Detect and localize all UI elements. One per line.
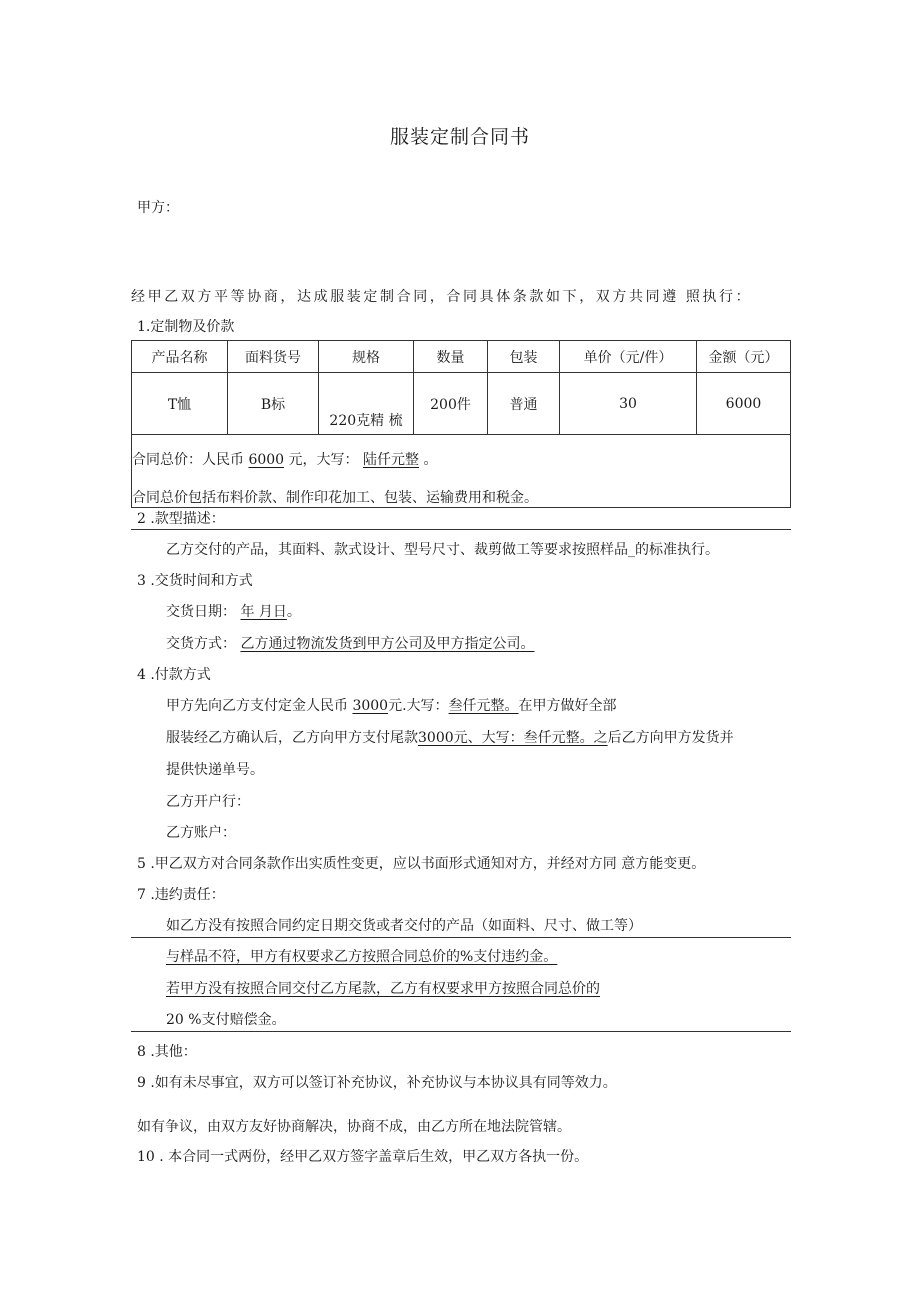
section-5: 5 .甲乙双方对合同条款作出实质性变更，应以书面形式通知对方，并经对方同 意方能变更。 [137, 856, 706, 872]
cell-product-name: T恤 [132, 373, 228, 435]
section-7-heading: 7 .违约责任： [137, 887, 225, 903]
pricing-table [131, 340, 791, 508]
total-mid: 元，大写： [284, 452, 363, 468]
table-row [132, 373, 791, 435]
payment-line-3: 提供快递单号。 [166, 762, 264, 778]
breach-line-4: 20 %支付赔偿金。 [166, 1012, 286, 1028]
section-1-heading: 1.定制物及价款 [137, 319, 235, 335]
cell-spec [319, 373, 414, 435]
section-10: 10 . 本合同一式两份，经甲乙双方签字盖章后生效，甲乙双方各执一份。 [137, 1149, 589, 1165]
cell-packaging: 普通 [488, 373, 560, 435]
cell-unit-price: 30 [560, 373, 697, 435]
total-amount: 6000 [248, 452, 285, 468]
cell-fabric-code: B标 [228, 373, 319, 435]
table-header-row [132, 341, 791, 373]
section-3-heading: 3 .交货时间和方式 [137, 573, 253, 589]
party-a-label: 甲方： [137, 200, 179, 216]
delivery-date-label: 交货日期： [166, 604, 241, 620]
dispute-clause: 如有争议，由双方友好协商解决，协商不成，由乙方所在地法院管辖。 [137, 1119, 571, 1135]
table-total-row [132, 435, 791, 508]
section-2-text: 乙方交付的产品，其面料、款式设计、型号尺寸、裁剪做工等要求按照样品_的标准执行。 [166, 542, 719, 558]
breach-line-2: 与样品不符，甲方有权要求乙方按照合同总价的%支付违约金。 [166, 949, 558, 965]
header-quantity: 数量 [414, 341, 488, 373]
section-8: 8 .其他： [137, 1044, 197, 1060]
payment-text: 元.大写： [388, 698, 449, 714]
delivery-method-line [166, 637, 534, 651]
payment-text: 服装经乙方确认后，乙方向甲方支付尾款 [166, 730, 418, 746]
deposit-amount: 3000 [352, 698, 389, 714]
deposit-words: 叁仟元整。 [448, 698, 519, 714]
bank-label: 乙方开户行： [166, 794, 250, 810]
header-product-name: 产品名称 [132, 341, 228, 373]
payment-text: 甲方先向乙方支付定金人民币 [166, 698, 353, 714]
breach-line-1: 如乙方没有按照合同约定日期交货或者交付的产品（如面料、尺寸、做工等） [166, 918, 642, 934]
section-4-heading: 4 .付款方式 [137, 667, 211, 683]
header-spec: 规格 [319, 341, 414, 373]
total-price-line [132, 449, 790, 469]
total-note: 合同总价包括布料价款、制作印花加工、包装、运输费用和税金。 [132, 490, 538, 506]
delivery-method-value: 乙方通过物流发货到甲方公司及甲方指定公司。 [240, 636, 535, 652]
divider [131, 1031, 791, 1032]
divider [131, 529, 791, 530]
delivery-date-value: 年 月日 [240, 604, 287, 620]
total-prefix: 合同总价：人民币 [132, 452, 249, 468]
total-end: 。 [419, 452, 438, 468]
payment-text: 在甲方做好全部 [518, 698, 617, 714]
header-packaging: 包装 [488, 341, 560, 373]
header-unit-price: 单价（元/件） [560, 341, 697, 373]
divider [131, 937, 791, 938]
cell-quantity: 200件 [414, 373, 488, 435]
total-cell [132, 435, 791, 508]
section-9: 9 .如有未尽事宜，双方可以签订补充协议，补充协议与本协议具有同等效力。 [137, 1075, 617, 1091]
section-2-heading: 2 .款型描述： [137, 511, 225, 527]
delivery-method-label: 交货方式： [166, 636, 241, 652]
preamble: 经甲乙双方平等协商，达成服装定制合同，合同具体条款如下，双方共同遵 照执行： [131, 289, 753, 305]
delivery-date-line [166, 605, 301, 619]
total-words: 陆仟元整 [363, 452, 419, 468]
document-title: 服装定制合同书 [389, 126, 530, 148]
header-fabric-code: 面料货号 [228, 341, 319, 373]
payment-line-2 [166, 731, 734, 745]
breach-line-3: 若甲方没有按照合同交付乙方尾款，乙方有权要求甲方按照合同总价的 [166, 981, 600, 997]
header-amount: 金额（元） [697, 341, 791, 373]
payment-line-1 [166, 699, 617, 713]
cell-amount: 6000 [697, 373, 791, 435]
delivery-date-end: 。 [286, 604, 301, 620]
account-label: 乙方账户： [166, 825, 236, 841]
balance-amount: 3000元、大写：叁仟元整。之 [418, 730, 608, 746]
cell-spec-text: 220克精 梳 [329, 413, 403, 429]
payment-text: 后乙方向甲方发货并 [607, 730, 734, 746]
